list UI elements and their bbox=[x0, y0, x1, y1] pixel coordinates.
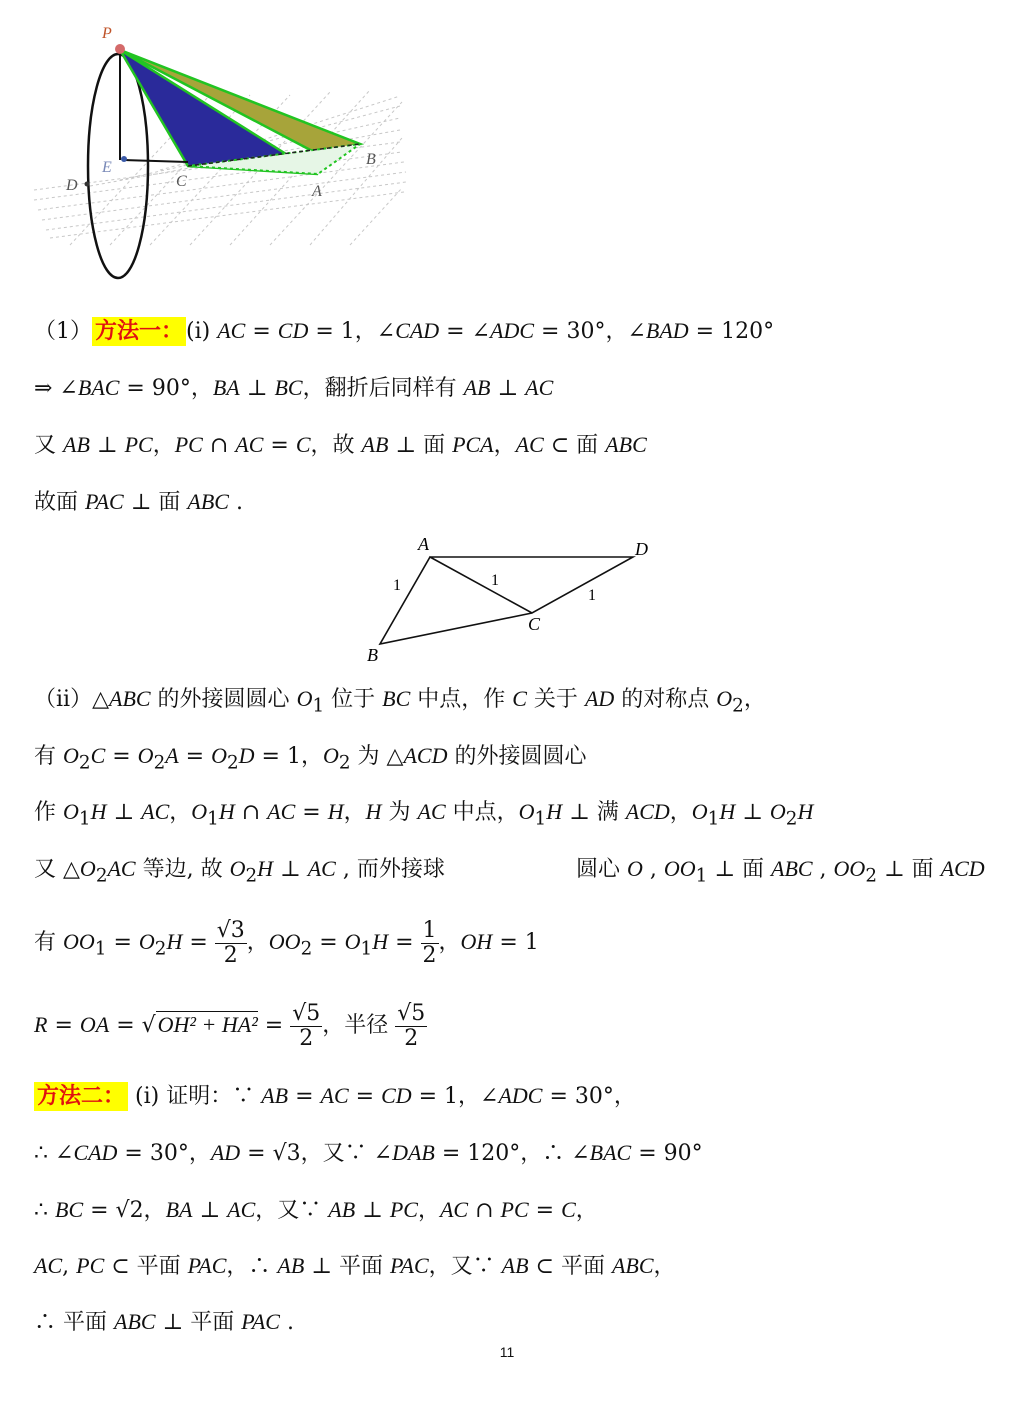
line-9: 有 $OO_1 = O_2H$ = $\frac{√3}{2}$ ，$OO_2 = O_1H$ = $\frac{1}{2}$ ，OH = 1 bbox=[34, 917, 539, 968]
line-2: ⇒ ∠BAC = 90°，BA ⊥ BC，翻折后同样有 AB ⊥ AC bbox=[34, 375, 554, 401]
line-10: R = OA = √OH² + HA² = $\frac{√5}{2}$ ，半径 $\frac{√5}{2}$ bbox=[34, 1000, 426, 1051]
side-label-ac: 1 bbox=[491, 572, 499, 589]
line-15: ∴ 平面 ABC ⊥ 平面 PAC . bbox=[34, 1309, 294, 1335]
label-b: B bbox=[367, 645, 378, 665]
line-13: ∴ BC = √2，BA ⊥ AC，又∵ AB ⊥ PC，AC ∩ PC = C， bbox=[34, 1197, 598, 1223]
method-two-highlight: 方法二： bbox=[34, 1082, 128, 1111]
line-11: 方法二： (i) 证明：∵ AB = AC = CD = 1，∠ADC = 30°， bbox=[34, 1081, 636, 1112]
fraction-sqrt5-over-2: $\frac{√5}{2}$ bbox=[292, 1000, 321, 1051]
line-12: ∴ ∠CAD = 30°，AD = √3，又∵ ∠DAB = 120°，∴ ∠BAC = 90° bbox=[34, 1140, 703, 1166]
line-5: （ii）△ABC 的外接圆圆心 $O_1$ 位于 BC 中点，作 C 关于 AD 的对称点 $O_2$， bbox=[34, 686, 766, 717]
line-14: AC, PC ⊂ 平面 PAC，∴ AB ⊥ 平面 PAC，又∵ AB ⊂ 平面 ABC， bbox=[34, 1253, 676, 1279]
line-8-right: 圆心 O , $OO_1$ ⊥ 面 ABC , $OO_2$ ⊥ 面 ACD bbox=[576, 856, 985, 887]
fraction-1-over-2: $\frac{1}{2}$ bbox=[422, 917, 437, 968]
page-number: 11 bbox=[499, 1344, 515, 1360]
circle-ellipse bbox=[88, 54, 148, 278]
fraction-sqrt3-over-2: $\frac{√3}{2}$ bbox=[216, 917, 245, 968]
quadrilateral-figure bbox=[355, 530, 665, 670]
label-p: P bbox=[102, 25, 112, 42]
method-one-highlight: 方法一： bbox=[92, 317, 186, 346]
line-1: （1） 方法一： (i) AC = CD = 1，∠CAD = ∠ADC = 30°，∠BAD = 120° bbox=[34, 318, 775, 344]
label-e: E bbox=[102, 159, 112, 176]
pyramid-3d-figure bbox=[30, 20, 410, 285]
line-4: 故面 PAC ⊥ 面 ABC . bbox=[34, 489, 243, 515]
point-d bbox=[85, 182, 90, 187]
line-3: 又 AB ⊥ PC，PC ∩ AC = C，故 AB ⊥ 面 PCA，AC ⊂ 面 ABC bbox=[34, 432, 647, 458]
line-7: 作 $O_1H$ ⊥ AC，$O_1H$ ∩ AC = H，H 为 AC 中点，$O_1H$ ⊥ 满 ACD，$O_1H$ ⊥ $O_2H$ bbox=[34, 799, 814, 830]
label-d: D bbox=[635, 539, 648, 559]
point-p bbox=[115, 44, 125, 54]
label-a: A bbox=[312, 183, 322, 200]
label-c: C bbox=[528, 614, 541, 634]
line-8-left: 又 $\triangle O_2AC$ 等边, 故 $O_2H$ ⊥ AC , 而外接球 bbox=[34, 856, 445, 887]
label-c: C bbox=[176, 173, 187, 190]
fraction-radius-sqrt5-over-2: $\frac{√5}{2}$ bbox=[397, 1000, 426, 1051]
label-d: D bbox=[66, 177, 78, 194]
label-a: A bbox=[418, 534, 429, 554]
point-e bbox=[121, 156, 127, 162]
line-6: 有 $O_2C = O_2A = O_2D = 1$，$O_2$ 为 △ACD 的外接圆圆心 bbox=[34, 743, 587, 774]
side-label-cd: 1 bbox=[588, 587, 596, 604]
side-label-ab: 1 bbox=[393, 577, 401, 594]
label-b: B bbox=[366, 151, 376, 168]
